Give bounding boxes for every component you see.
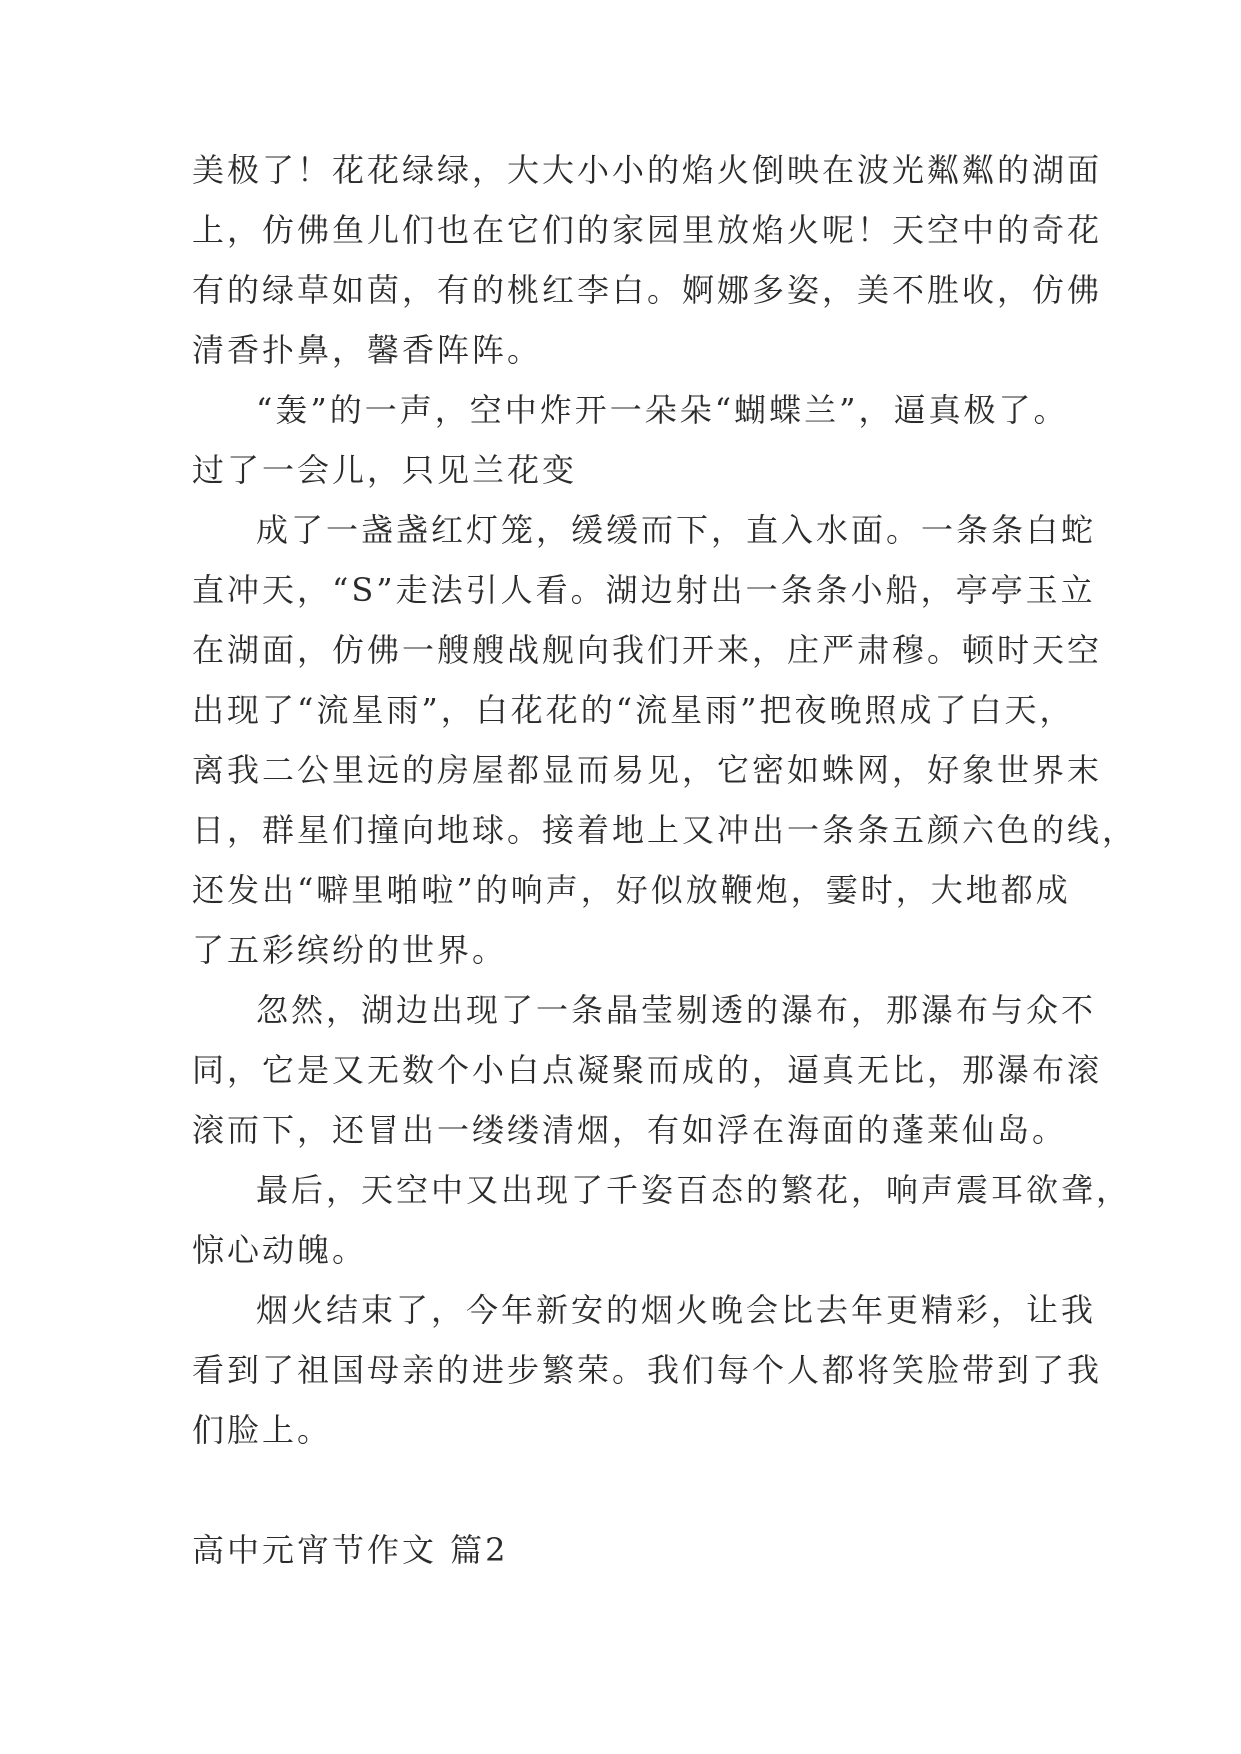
text-line: 看到了祖国母亲的进步繁荣。我们每个人都将笑脸带到了我 <box>192 1351 1103 1389</box>
text-line: 同，它是又无数个小白点凝聚而成的，逼真无比，那瀑布滚 <box>192 1051 1103 1089</box>
paragraph-start: 烟火结束了，今年新安的烟火晚会比去年更精彩，让我 <box>256 1291 1097 1329</box>
text-line: 在湖面，仿佛一艘艘战舰向我们开来，庄严肃穆。顿时天空 <box>192 631 1103 669</box>
paragraph-start: 最后，天空中又出现了千姿百态的繁花，响声震耳欲聋， <box>256 1171 1132 1209</box>
text-line: 还发出“噼里啪啦”的响声，好似放鞭炮，霎时，大地都成 <box>192 871 1071 909</box>
section-heading: 高中元宵节作文 篇2 <box>192 1531 509 1569</box>
text-line: 日，群星们撞向地球。接着地上又冲出一条条五颜六色的线， <box>192 811 1138 849</box>
text-line: 直冲天，“S”走法引人看。湖边射出一条条小船，亭亭玉立 <box>192 571 1096 609</box>
text-line: 滚而下，还冒出一缕缕清烟，有如浮在海面的蓬莱仙岛。 <box>192 1111 1068 1149</box>
paragraph-start: 成了一盏盏红灯笼，缓缓而下，直入水面。一条条白蛇 <box>256 511 1097 549</box>
text-line: 美极了！花花绿绿，大大小小的焰火倒映在波光粼粼的湖面 <box>192 151 1103 189</box>
text-line: 惊心动魄。 <box>192 1231 368 1269</box>
paragraph-start: “轰”的一声，空中炸开一朵朵“蝴蝶兰”，逼真极了。 <box>256 391 1069 429</box>
text-line: 们脸上。 <box>192 1411 333 1449</box>
text-line: 出现了“流星雨”，白花花的“流星雨”把夜晚照成了白天， <box>192 691 1075 729</box>
text-line: 有的绿草如茵，有的桃红李白。婀娜多姿，美不胜收，仿佛 <box>192 271 1103 309</box>
text-line: 离我二公里远的房屋都显而易见，它密如蛛网，好象世界末 <box>192 751 1103 789</box>
paragraph-start: 忽然，湖边出现了一条晶莹剔透的瀑布，那瀑布与众不 <box>256 991 1097 1029</box>
text-line: 清香扑鼻，馨香阵阵。 <box>192 331 543 369</box>
text-line: 了五彩缤纷的世界。 <box>192 931 508 969</box>
text-line: 过了一会儿，只见兰花变 <box>192 451 578 489</box>
text-line: 上，仿佛鱼儿们也在它们的家园里放焰火呢！天空中的奇花 <box>192 211 1103 249</box>
